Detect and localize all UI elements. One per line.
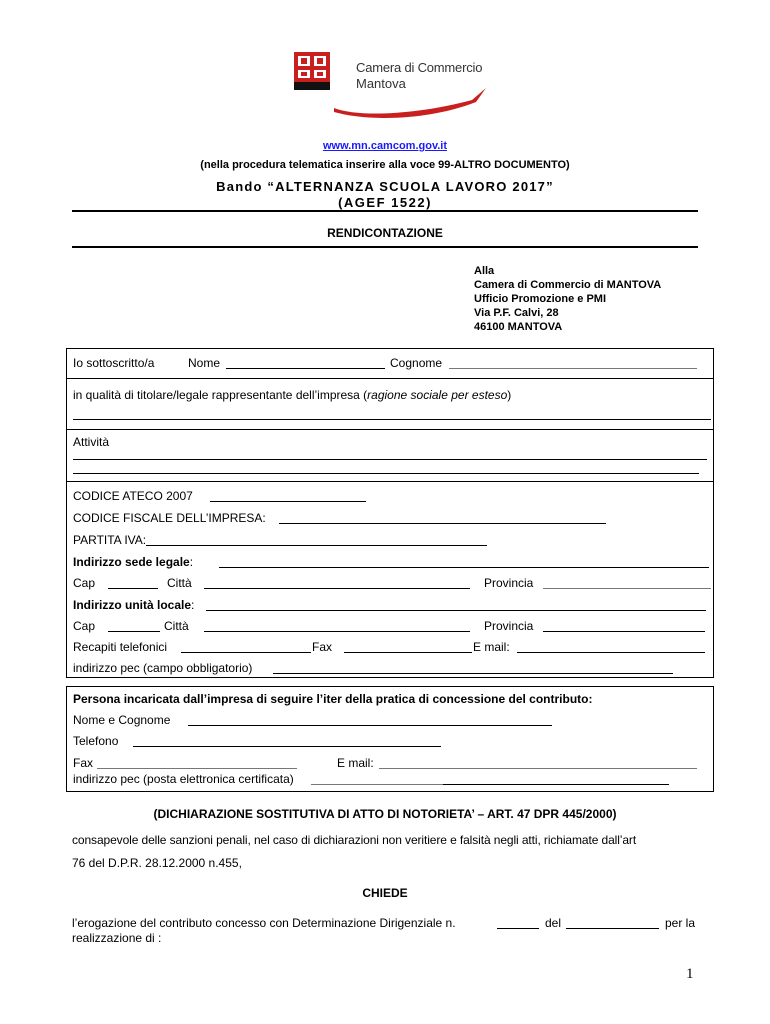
- declaration-paragraph-1: consapevole delle sanzioni penali, nel caso di dichiarazioni non veritiere e falsità negli atti, richiamate dall’art: [72, 833, 637, 847]
- recipient-line-5: 46100 MANTOVA: [474, 321, 563, 333]
- cap-field-2[interactable]: [108, 631, 160, 632]
- contact-name-field[interactable]: [188, 725, 552, 726]
- ragione-sociale-field[interactable]: [73, 419, 711, 420]
- bando-title: Bando “ALTERNANZA SCUOLA LAVORO 2017”: [216, 179, 554, 194]
- recipient-address: [474, 264, 661, 334]
- piva-label: PARTITA IVA:: [73, 533, 147, 547]
- ateco-label: CODICE ATECO 2007: [73, 489, 193, 503]
- contact-fax-field[interactable]: [97, 768, 297, 769]
- del-label: del: [545, 916, 562, 930]
- citta-field-1[interactable]: [204, 588, 470, 589]
- recipient-line-3: Ufficio Promozione e PMI: [474, 293, 607, 305]
- recipient-line-1: Alla: [474, 265, 495, 277]
- determinazione-date-field[interactable]: [566, 928, 659, 929]
- page-number: 1: [686, 966, 694, 982]
- chiede-heading: CHIEDE: [362, 886, 408, 900]
- cf-label: CODICE FISCALE DELL’IMPRESA:: [73, 511, 266, 525]
- contact-pec-field-a[interactable]: [311, 784, 443, 785]
- contact-email-field[interactable]: [379, 768, 697, 769]
- recapiti-label: Recapiti telefonici: [73, 640, 168, 654]
- cognome-field[interactable]: [449, 368, 697, 369]
- declaration-paragraph-2: 76 del D.P.R. 28.12.2000 n.455,: [72, 856, 242, 870]
- citta-label-2: Città: [164, 619, 189, 633]
- contact-pec-field-b[interactable]: [443, 784, 669, 785]
- sottoscritto-label: Io sottoscritto/a: [73, 356, 155, 370]
- applicant-form: [66, 348, 714, 678]
- attivita-label: Attività: [73, 435, 110, 449]
- contact-email-label: E mail:: [337, 756, 374, 770]
- recapiti-field[interactable]: [181, 652, 311, 653]
- cf-field[interactable]: [279, 523, 606, 524]
- nome-field[interactable]: [226, 368, 385, 369]
- procedure-note: (nella procedura telematica inserire alla voce 99-ALTRO DOCUMENTO): [200, 159, 570, 171]
- unita-locale-field[interactable]: [206, 610, 706, 611]
- fax-label: Fax: [312, 640, 333, 654]
- attivita-field-1[interactable]: [73, 459, 707, 460]
- cap-field-1[interactable]: [108, 588, 158, 589]
- cap-label-2: Cap: [73, 619, 96, 633]
- sede-legale-field[interactable]: [219, 567, 709, 568]
- attivita-field-2[interactable]: [73, 473, 699, 474]
- recipient-line-2: Camera di Commercio di MANTOVA: [474, 279, 662, 291]
- provincia-label-1: Provincia: [484, 576, 534, 590]
- per-la-label: per la: [665, 916, 696, 930]
- piva-field[interactable]: [146, 545, 487, 546]
- email-field[interactable]: [517, 652, 705, 653]
- declaration-title: (DICHIARAZIONE SOSTITUTIVA DI ATTO DI NOTORIETA’ – ART. 47 DPR 445/2000): [153, 807, 617, 821]
- logo-text-line1: Camera di Commercio: [356, 60, 483, 75]
- fax-field[interactable]: [344, 652, 472, 653]
- divider-bottom: [72, 246, 698, 248]
- provincia-field-2[interactable]: [543, 631, 705, 632]
- contact-pec-label: indirizzo pec (posta elettronica certificata): [73, 772, 294, 786]
- contact-phone-label: Telefono: [73, 734, 119, 748]
- qualita-label: in qualità di titolare/legale rappresentante dell’impresa (ragione sociale per esteso): [73, 388, 512, 402]
- email-label: E mail:: [473, 640, 510, 654]
- pec-field[interactable]: [273, 673, 673, 674]
- request-line: l’erogazione del contributo concesso con Determinazione Dirigenziale n.: [72, 916, 456, 930]
- citta-field-2[interactable]: [204, 631, 470, 632]
- unita-locale-label: Indirizzo unità locale:: [73, 598, 195, 612]
- divider-top: [72, 210, 698, 212]
- logo: [290, 48, 490, 120]
- logo-text-line2: Mantova: [356, 76, 406, 91]
- realizzazione-label: realizzazione di :: [72, 931, 162, 945]
- contact-name-label: Nome e Cognome: [73, 713, 171, 727]
- contact-person-title: Persona incaricata dall’impresa di seguire l’iter della pratica di concessione del contributo:: [73, 692, 593, 706]
- contact-person-form: [66, 686, 714, 792]
- citta-label-1: Città: [167, 576, 192, 590]
- section-title: RENDICONTAZIONE: [327, 226, 443, 240]
- contact-phone-field[interactable]: [133, 746, 441, 747]
- provincia-label-2: Provincia: [484, 619, 534, 633]
- nome-label: Nome: [188, 356, 221, 370]
- sede-legale-label: Indirizzo sede legale:: [73, 555, 194, 569]
- determinazione-number-field[interactable]: [497, 928, 539, 929]
- cap-label-1: Cap: [73, 576, 96, 590]
- pec-label: indirizzo pec (campo obbligatorio): [73, 661, 253, 675]
- cognome-label: Cognome: [390, 356, 443, 370]
- bando-code: (AGEF 1522): [338, 195, 432, 210]
- website-link[interactable]: www.mn.camcom.gov.it: [322, 140, 448, 152]
- provincia-field-1[interactable]: [543, 588, 711, 589]
- ateco-field[interactable]: [210, 501, 366, 502]
- contact-fax-label: Fax: [73, 756, 94, 770]
- recipient-line-4: Via P.F. Calvi, 28: [474, 307, 559, 319]
